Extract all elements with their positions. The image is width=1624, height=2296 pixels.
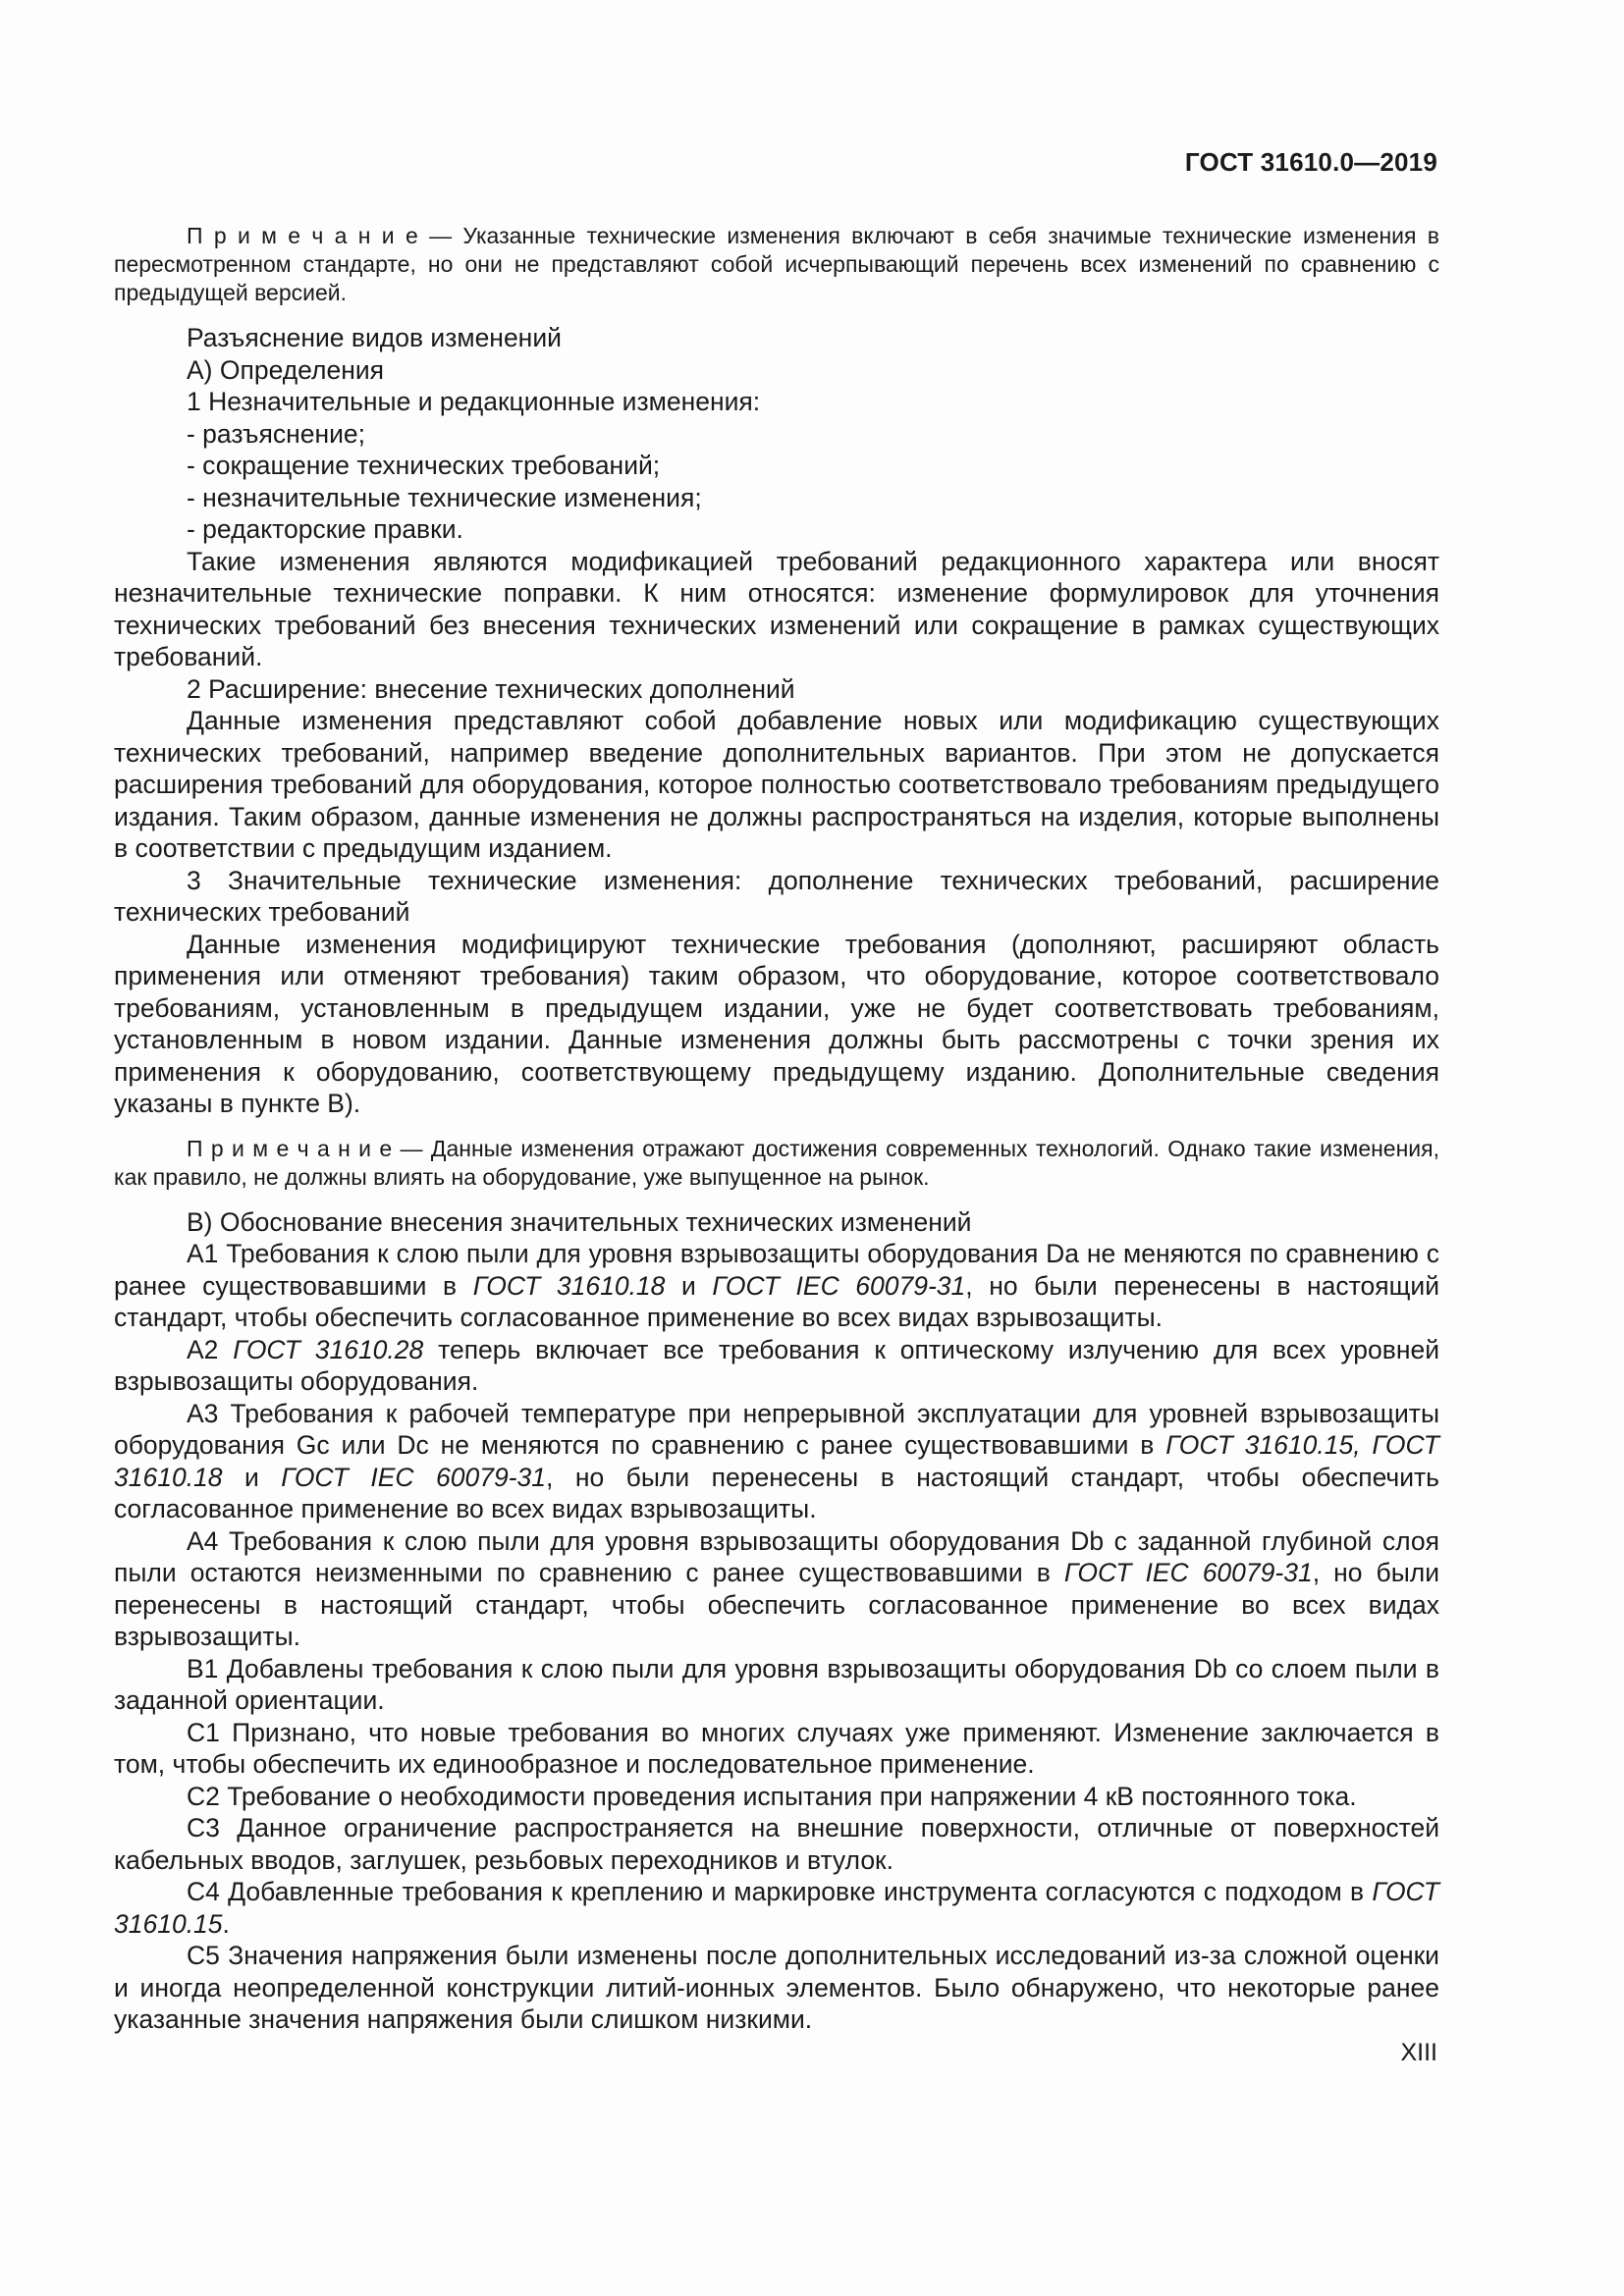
clause-text: А3 Требования к рабочей температуре при непрерывной эксплуатации для уровней взрывозащиты оборудования Gc или Dc не меняются по сравнению с ранее существовавшими в (114, 1398, 1439, 1460)
clause-a3 (114, 1398, 1439, 1525)
clause-text: теперь включает все требования к оптическому излучению для всех уровней взрывозащиты оборудования. (114, 1334, 1440, 1396)
page-number: XIII (1400, 2039, 1437, 2066)
standard-reference: ГОСТ 31610.15 (114, 1877, 1439, 1939)
page-content (114, 222, 1439, 2036)
clause-c2: С2 Требование о необходимости проведения испытания при напряжении 4 кВ постоянного тока. (187, 1781, 1357, 1811)
standard-reference: ГОСТ 31610.28 (233, 1334, 424, 1364)
item-1-list-entry: - редакторские правки. (187, 514, 463, 544)
item-2-title: 2 Расширение: внесение технических дополнений (187, 673, 795, 704)
clause-text: С4 Добавленные требования к креплению и маркировке инструмента согласуются с подходом в (187, 1877, 1373, 1906)
item-3-text: Данные изменения модифицируют технические требования (дополняют, расширяют область применения или отменяют требования) таким образом, что оборудование, которое соответствовало требованиям, установленным в предыдущем издании, уже не будет соответствовать требованиям, установленным в новом издании. Данные изменения должны быть рассмотрены с точки зрения их применения к оборудованию, соответствующему предыдущему изданию. Дополнительные сведения указаны в пункте В). (114, 929, 1439, 1118)
standard-reference: ГОСТ IEC 60079-31 (1063, 1558, 1313, 1587)
note-dash: — (392, 1135, 431, 1161)
document-number: ГОСТ 31610.0—2019 (1184, 147, 1437, 177)
clause-c4 (114, 1876, 1439, 1940)
clause-c3: С3 Данное ограничение распространяется на внешние поверхности, отличные от поверхностей кабельных вводов, заглушек, резьбовых переходников и втулок. (114, 1813, 1439, 1875)
clause-text: и (665, 1270, 713, 1301)
note-paragraph-1 (114, 222, 1439, 307)
explanation-title: Разъяснение видов изменений (187, 323, 562, 352)
clause-b1: В1 Добавлены требования к слою пыли для уровня взрывозащиты оборудования Db со слоем пыли в заданной ориентации. (114, 1653, 1439, 1715)
item-1-list-entry: - сокращение технических требований; (187, 451, 661, 480)
standard-reference: ГОСТ 31610.15, ГОСТ 31610.18 (114, 1430, 1439, 1492)
section-b-heading: В) Обоснование внесения значительных технических изменений (187, 1206, 972, 1237)
clause-a1 (114, 1238, 1439, 1334)
note-text: Указанные технические изменения включают в себя значимые технические изменения в пересмотренном стандарте, но они не представляют собой исчерпывающий перечень всех изменений по сравнению с предыдущей версией. (114, 223, 1439, 305)
clause-text: , но были перенесены в настоящий стандарт, чтобы обеспечить согласованное применение во всех видах взрывозащиты. (114, 1462, 1439, 1523)
clause-text: А1 Требования к слою пыли для уровня взрывозащиты оборудования Da не меняются по сравнению с ранее существовавшими в (114, 1239, 1439, 1301)
clause-text: А2 (187, 1334, 234, 1364)
clause-text: и (222, 1462, 282, 1492)
item-1-text: Такие изменения являются модификацией требований редакционного характера или вносят незначительные технические поправки. К ним относятся: изменение формулировок для уточнения технических требований без внесения технических изменений или сокращение в рамках существующих требований. (114, 546, 1439, 671)
note-label: П р и м е ч а н и е (187, 223, 418, 248)
clause-text: А4 Требования к слою пыли для уровня взрывозащиты оборудования Db с заданной глубиной слоя пыли остаются неизменными по сравнению с ранее существовавшими в (114, 1525, 1439, 1587)
clause-c5: С5 Значения напряжения были изменены после дополнительных исследований из-за сложной оценки и иногда неопределенной конструкции литий-ионных элементов. Было обнаружено, что некоторые ранее указанные значения напряжения были слишком низкими. (114, 1941, 1439, 2034)
section-a-heading: А) Определения (187, 354, 385, 385)
clause-text: , но были перенесены в настоящий стандарт, чтобы обеспечить согласованное применение во всех видах взрывозащиты. (114, 1270, 1440, 1332)
item-1-list-entry: - незначительные технические изменения; (187, 482, 702, 512)
note-label: П р и м е ч а н и е (187, 1135, 393, 1161)
item-2-text: Данные изменения представляют собой добавление новых или модификацию существующих технических требований, например введение дополнительных вариантов. При этом не допускается расширения требований для оборудования, которое полностью соответствовало требованиям предыдущего издания. Таким образом, данные изменения не должны распространяться на изделия, которые выполнены в соответствии с предыдущим изданием. (114, 706, 1439, 863)
note-text: Данные изменения отражают достижения современных технологий. Однако такие изменения, как правило, не должны влиять на оборудование, уже выпущенное на рынок. (114, 1135, 1439, 1190)
note-dash: — (417, 223, 463, 248)
clause-text: . (222, 1908, 230, 1939)
standard-reference: ГОСТ 31610.18 (472, 1270, 666, 1301)
clause-a4 (114, 1525, 1439, 1653)
note-paragraph-2 (114, 1135, 1439, 1192)
standard-reference: ГОСТ IEC 60079-31 (281, 1462, 546, 1492)
standard-reference: ГОСТ IEC 60079-31 (712, 1270, 966, 1301)
item-1-list-entry: - разъяснение; (187, 418, 366, 449)
item-3-title: 3 Значительные технические изменения: дополнение технических требований, расширение технических требований (114, 865, 1439, 927)
clause-a2 (114, 1334, 1439, 1398)
clause-c1: С1 Признано, что новые требования во многих случаях уже применяют. Изменение заключается в том, чтобы обеспечить их единообразное и последовательное применение. (114, 1717, 1439, 1779)
item-1-title: 1 Незначительные и редакционные изменения: (187, 387, 761, 416)
clause-text: , но были перенесены в настоящий стандарт, чтобы обеспечить согласованное применение во всех видах взрывозащиты. (114, 1558, 1440, 1651)
